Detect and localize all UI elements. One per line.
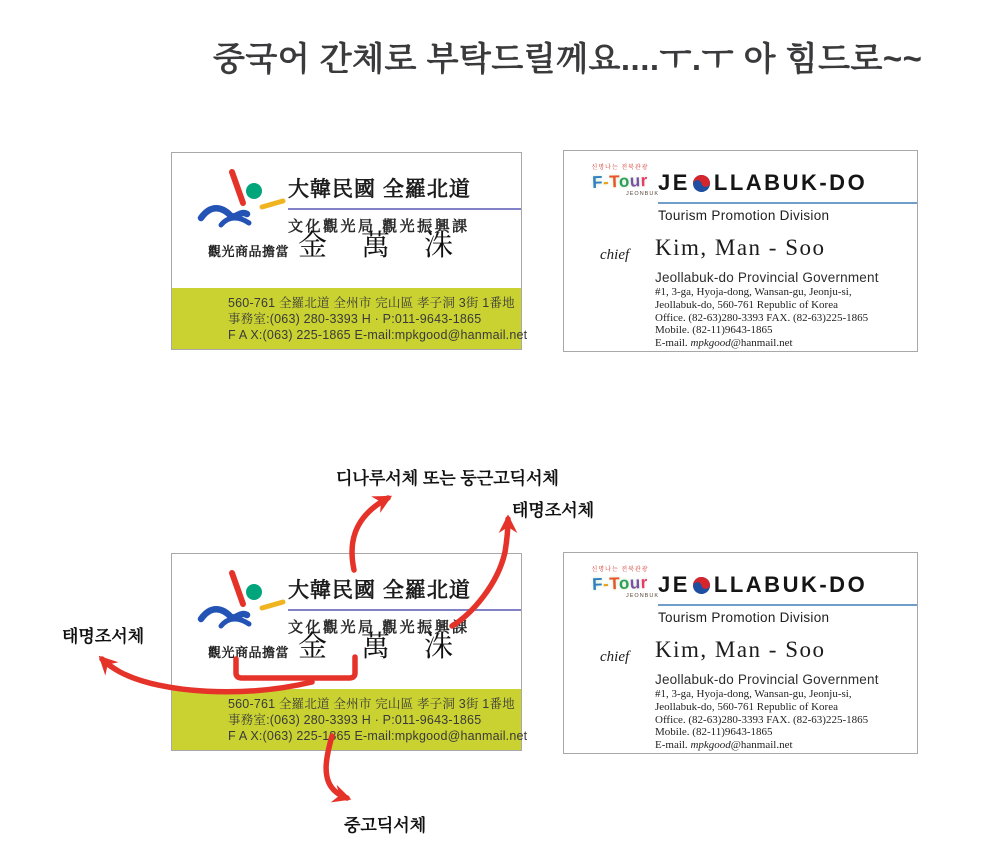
job-title-label: chief (600, 247, 630, 263)
phone-line: Office. (82-63)280-3393 FAX. (82-63)225-1865 (655, 713, 869, 726)
division-label: Tourism Promotion Division (658, 610, 830, 625)
address-block-english (655, 286, 868, 350)
annotation-title-font: 디나루서체 또는 둥근고딕서체 (336, 469, 559, 488)
fax-line: F A X:(063) 225-1865 E-mail:mpkgood@hanmail.net (228, 729, 528, 743)
org-name-english (658, 572, 867, 598)
ftour-tagline: 신명나는 전북관광 (591, 567, 649, 573)
business-card-english-top (563, 150, 918, 352)
address-block-cjk (228, 295, 527, 343)
ftour-logo-icon (581, 567, 659, 621)
ftour-logo-icon (581, 165, 659, 219)
jeonbuk-symbol-icon (196, 568, 290, 634)
email-domain: @hanmail.net (730, 739, 793, 752)
address-line: 560-761 全羅北道 全州市 完山區 孝子洞 3街 1番地 (228, 296, 515, 310)
phone-line: Office. (82-63)280-3393 FAX. (82-63)225-1865 (655, 311, 869, 324)
page-title: 중국어 간체로 부탁드릴께요....ㅜ.ㅜ 아 힘드로~~ (213, 40, 923, 77)
department-cjk: 文化觀光局 觀光振興課 (288, 619, 470, 636)
department-cjk: 文化觀光局 觀光振興課 (288, 218, 470, 235)
person-name-cjk: 金 萬 洙 (298, 631, 455, 663)
org-suffix: LLABUK-DO (713, 572, 868, 597)
annotation-dept-font: 태명조서체 (512, 501, 595, 520)
ftour-tagline: 신명나는 전북관광 (591, 165, 649, 171)
annotation-name-font: 태명조서체 (62, 627, 145, 646)
org-name-english (658, 170, 867, 196)
org-full-label: Jeollabuk-do Provincial Government (655, 672, 879, 687)
org-name-cjk: 大韓民國 全羅北道 (288, 579, 471, 602)
ftour-wordmark: F-Tour (591, 171, 649, 192)
role-label-cjk: 觀光商品擔當 (208, 244, 290, 259)
jeonbuk-symbol-icon (196, 167, 290, 233)
card-divider (658, 604, 917, 606)
address-block-english (655, 688, 868, 752)
division-label: Tourism Promotion Division (658, 208, 830, 223)
business-card-korean-top (171, 152, 528, 350)
email-label: E-mail. (655, 739, 691, 752)
email-label: E-mail. (655, 337, 691, 350)
person-name-english: Kim, Man - Soo (655, 637, 826, 662)
address-line-1: #1, 3-ga, Hyoja-dong, Wansan-gu, Jeonju-si, (655, 688, 852, 700)
phone-line: 事務室:(063) 280-3393 H · P:011-9643-1865 (228, 312, 482, 326)
ftour-region-label: JEONBUK (626, 593, 659, 599)
job-title-label: chief (600, 649, 630, 665)
email-user: mpkgood (690, 337, 731, 350)
person-name-cjk: 金 萬 洙 (298, 230, 455, 262)
card-divider (288, 609, 521, 611)
address-band (172, 689, 528, 750)
org-full-label: Jeollabuk-do Provincial Government (655, 270, 879, 285)
address-line-2: Jeollabuk-do, 560-761 Republic of Korea (655, 298, 838, 311)
email-user: mpkgood (690, 739, 731, 752)
address-band (172, 288, 528, 349)
role-label-cjk: 觀光商品擔當 (208, 645, 290, 660)
ftour-wordmark: F-Tour (591, 573, 649, 594)
fax-line: F A X:(063) 225-1865 E-mail:mpkgood@hanmail.net (228, 328, 528, 342)
address-line-2: Jeollabuk-do, 560-761 Republic of Korea (655, 700, 838, 713)
mobile-line: Mobile. (82-11)9643-1865 (655, 324, 773, 337)
org-prefix: JE (658, 572, 690, 597)
business-card-korean-bottom (171, 553, 528, 751)
email-line (655, 739, 868, 752)
ftour-region-label: JEONBUK (626, 191, 659, 197)
address-block-cjk (228, 696, 527, 744)
org-suffix: LLABUK-DO (713, 170, 868, 195)
org-name-cjk: 大韓民國 全羅北道 (288, 178, 471, 201)
card-divider (658, 202, 917, 204)
org-prefix: JE (658, 170, 690, 195)
phone-line: 事務室:(063) 280-3393 H · P:011-9643-1865 (228, 713, 482, 727)
taegeuk-icon (690, 574, 713, 597)
address-line: 560-761 全羅北道 全州市 完山區 孝子洞 3街 1番地 (228, 697, 515, 711)
taegeuk-icon (690, 172, 713, 195)
email-domain: @hanmail.net (730, 337, 793, 350)
mobile-line: Mobile. (82-11)9643-1865 (655, 726, 773, 739)
address-line-1: #1, 3-ga, Hyoja-dong, Wansan-gu, Jeonju-si, (655, 286, 852, 298)
person-name-english: Kim, Man - Soo (655, 235, 826, 260)
card-divider (288, 208, 521, 210)
annotation-address-font: 중고딕서체 (344, 816, 427, 835)
business-card-english-bottom (563, 552, 918, 754)
email-line (655, 337, 868, 350)
